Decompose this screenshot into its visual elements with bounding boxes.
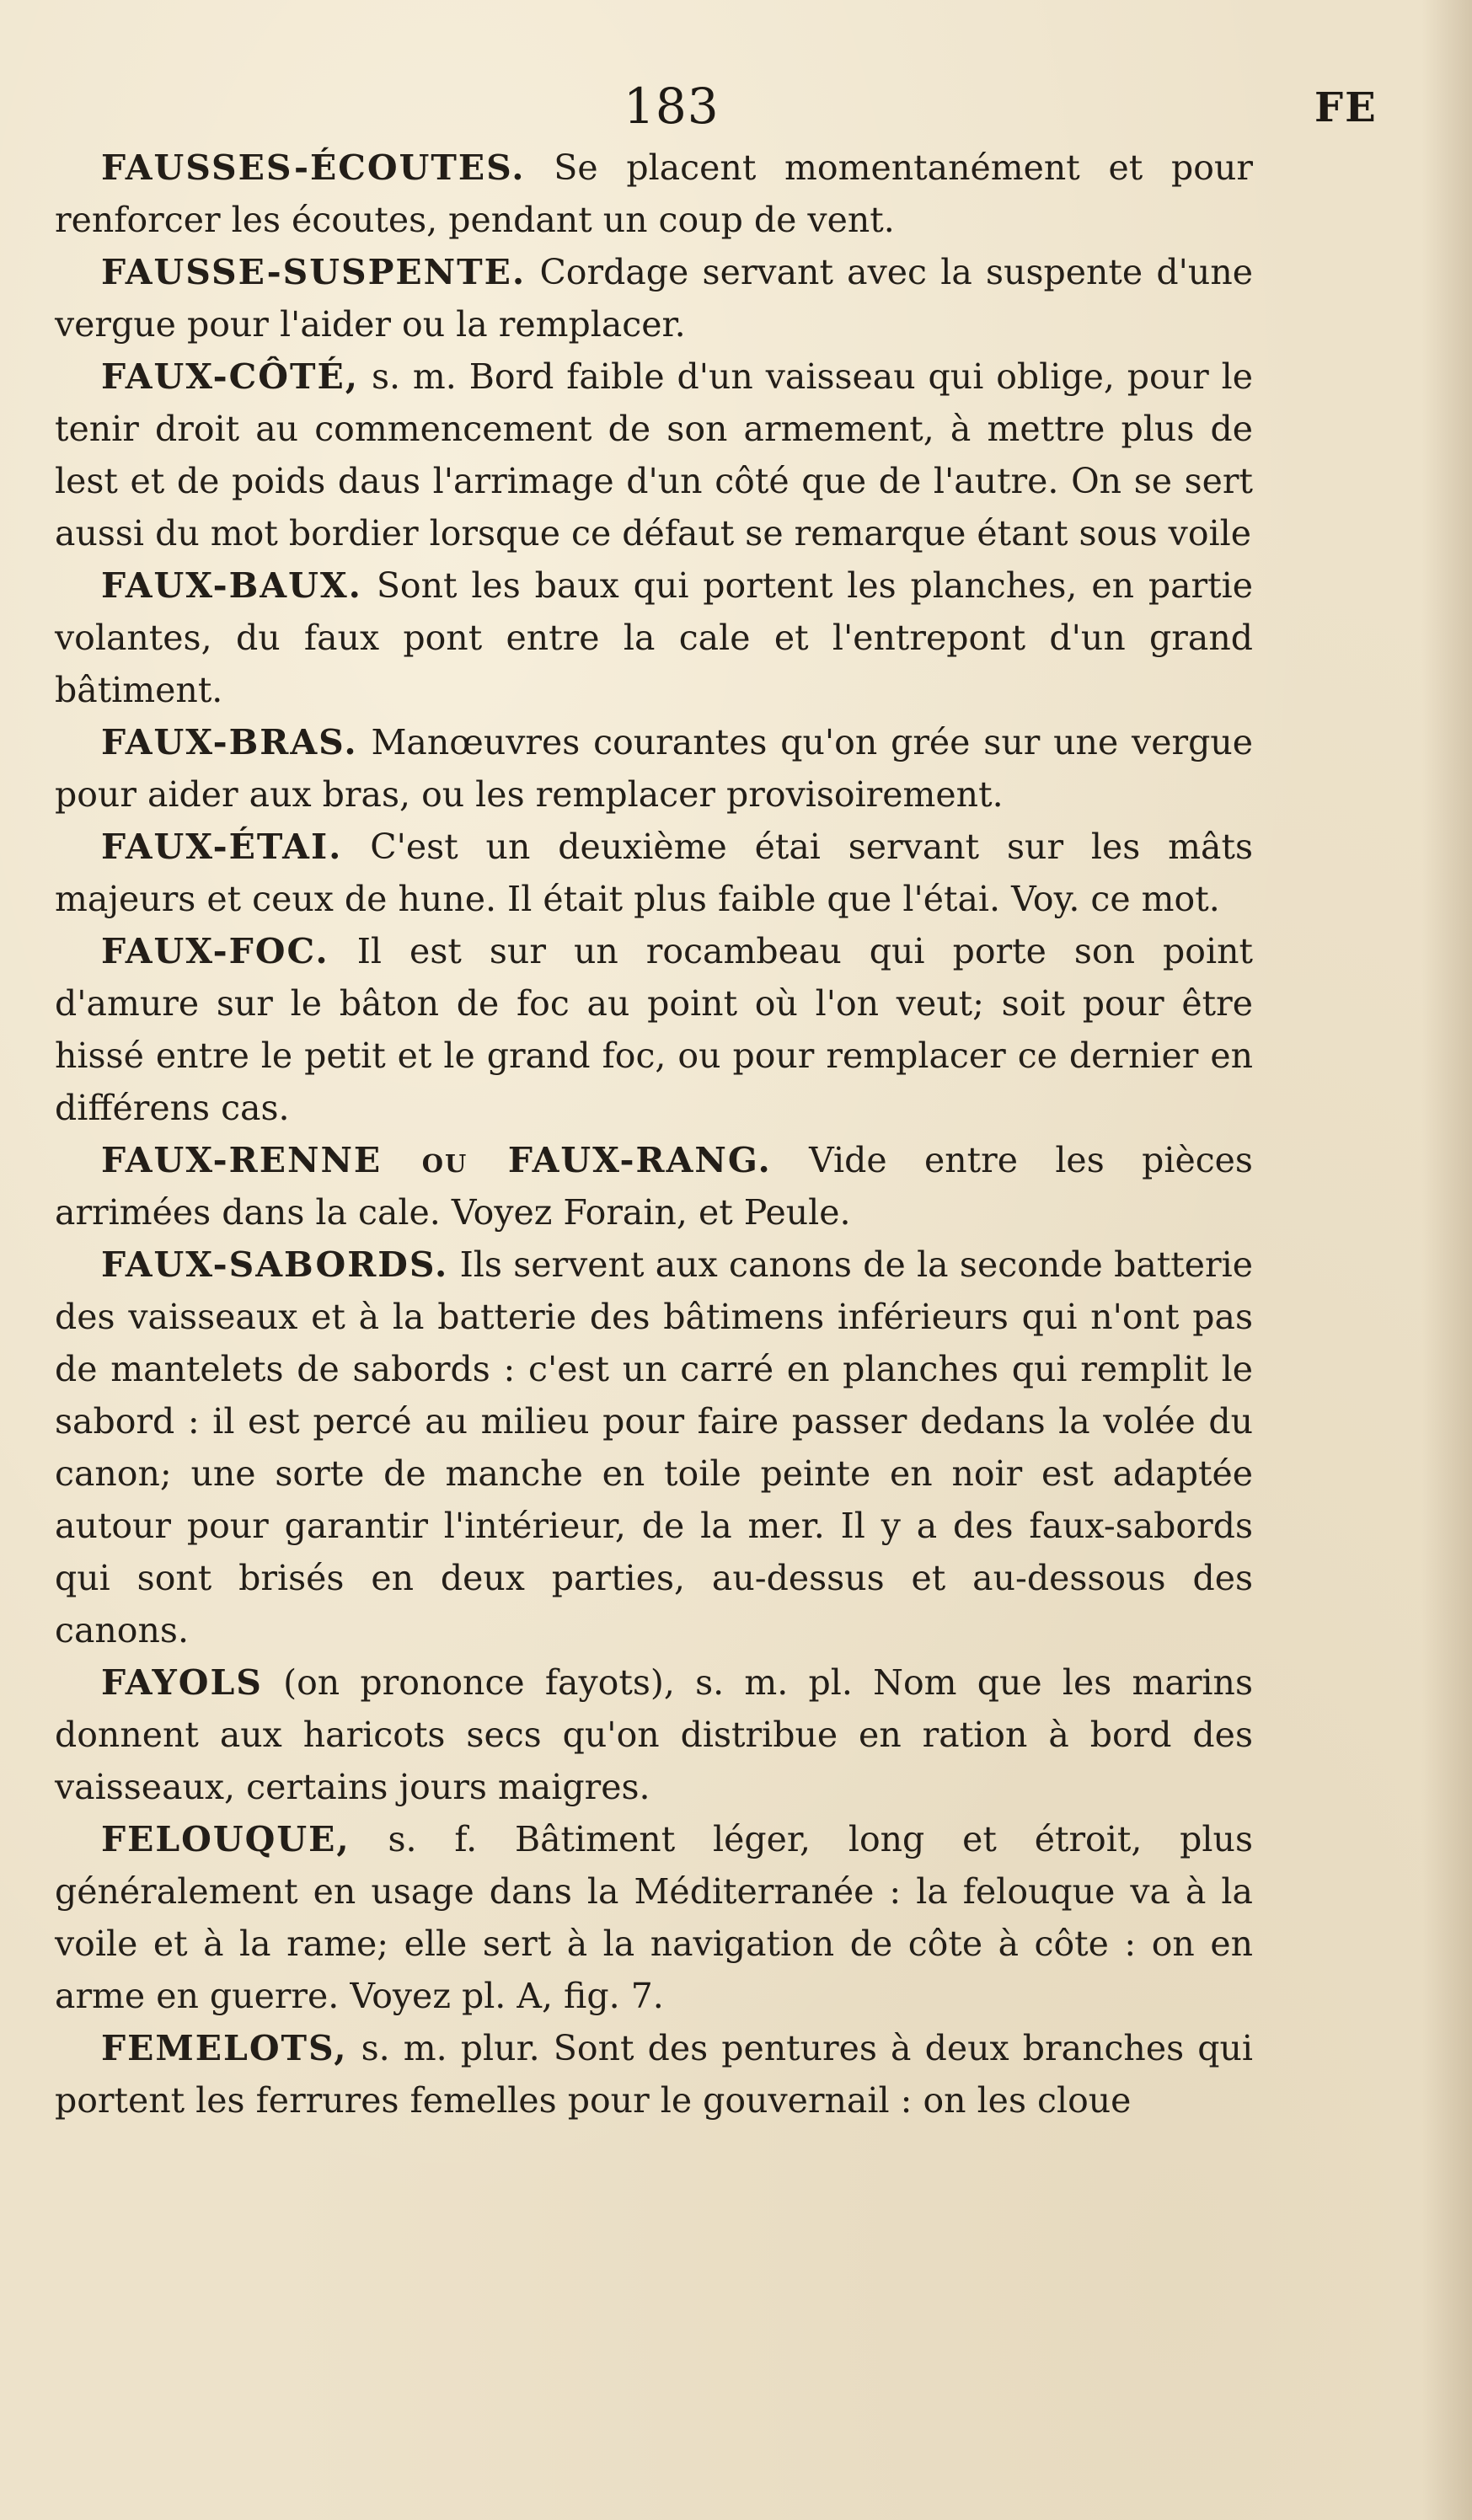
entry-term: FAUSSES-ÉCOUTES. [101, 147, 526, 188]
entry-faux-renne [55, 1134, 1253, 1239]
page-gutter-shadow [1421, 0, 1472, 2520]
entry-fausses-ecoutes [55, 142, 1253, 246]
entry-faux-baux [55, 559, 1253, 716]
entry-text: s. m. Bord faible d'un vaisseau qui oblige, pour le tenir droit au commencement de son armement, à mettre plus de lest et de poids daus l'arrimage d'un côté que de l'autre. On se sert aussi du mot bordier lorsque ce défaut se remarque étant sous voile [55, 356, 1253, 554]
entry-term: FELOUQUE, [101, 1819, 351, 1859]
entry-fayols [55, 1656, 1253, 1813]
page-number: 183 [624, 78, 720, 135]
entry-term: FAUX-ÉTAI. [101, 827, 343, 867]
entry-text: s. f. Bâtiment léger, long et étroit, plus généralement en usage dans la Méditerranée : la felouque va à la voile et à la rame; elle sert à la navigation de côte à côte : on en arme en guerre. Voyez pl. A, fig. 7. [55, 1819, 1253, 2016]
entry-term: FAUX-FOC. [101, 931, 329, 971]
entry-text: Vide entre les pièces arrimées dans la cale. Voyez Forain, et Peule. [55, 1140, 1253, 1233]
dictionary-text [55, 142, 1253, 2127]
entry-faux-cote [55, 350, 1253, 559]
entry-term: FAUX-BRAS. [101, 722, 358, 762]
entry-term: FEMELOTS, [101, 2028, 348, 2068]
entry-term: FAUSSE-SUSPENTE. [101, 252, 527, 292]
entry-text: C'est un deuxième étai servant sur les mâts majeurs et ceux de hune. Il était plus faible que l'étai. Voy. ce mot. [55, 827, 1253, 919]
entry-faux-foc [55, 925, 1253, 1134]
headword-mark: FE [1314, 84, 1378, 131]
entry-term: FAUX-SABORDS. [101, 1244, 449, 1285]
entry-faux-bras [55, 716, 1253, 821]
entry-felouque [55, 1813, 1253, 2022]
running-head [0, 78, 1472, 145]
entry-term: FAUX-CÔTÉ, [101, 356, 360, 397]
entry-faux-sabords [55, 1239, 1253, 1656]
entry-term: FAUX-RENNE ou FAUX-RANG. [101, 1140, 772, 1180]
entry-fausse-suspente [55, 246, 1253, 350]
entry-text: Il est sur un rocambeau qui porte son point d'amure sur le bâton de foc au point où l'on veut; soit pour être hissé entre le petit et le grand foc, ou pour remplacer ce dernier en différens cas. [55, 931, 1253, 1128]
entry-text: Cordage servant avec la suspente d'une vergue pour l'aider ou la remplacer. [55, 252, 1253, 345]
entry-text: s. m. plur. Sont des pentures à deux branches qui portent les ferrures femelles pour le gouvernail : on les cloue [55, 2028, 1253, 2121]
entry-text: Ils servent aux canons de la seconde batterie des vaisseaux et à la batterie des bâtimens inférieurs qui n'ont pas de mantelets de sabords : c'est un carré en planches qui remplit le sabord : il est percé au milieu pour faire passer dedans la volée du canon; une sorte de manche en toile peinte en noir est adaptée autour pour garantir l'intérieur, de la mer. Il y a des faux-sabords qui sont brisés en deux parties, au-dessus et au-dessous des canons. [55, 1244, 1253, 1651]
entry-femelots [55, 2022, 1253, 2127]
entry-term: FAUX-BAUX. [101, 565, 362, 606]
entry-text: Sont les baux qui portent les planches, en partie volantes, du faux pont entre la cale et l'entrepont d'un grand bâtiment. [55, 565, 1253, 710]
entry-text: Manœuvres courantes qu'on grée sur une vergue pour aider aux bras, ou les remplacer provisoirement. [55, 722, 1253, 815]
entry-faux-etai [55, 821, 1253, 925]
entry-text: (on prononce fayots), s. m. pl. Nom que les marins donnent aux haricots secs qu'on distribue en ration à bord des vaisseaux, certains jours maigres. [55, 1662, 1253, 1807]
entry-term: FAYOLS [101, 1662, 263, 1703]
entry-text: Se placent momentanément et pour renforcer les écoutes, pendant un coup de vent. [55, 147, 1253, 240]
